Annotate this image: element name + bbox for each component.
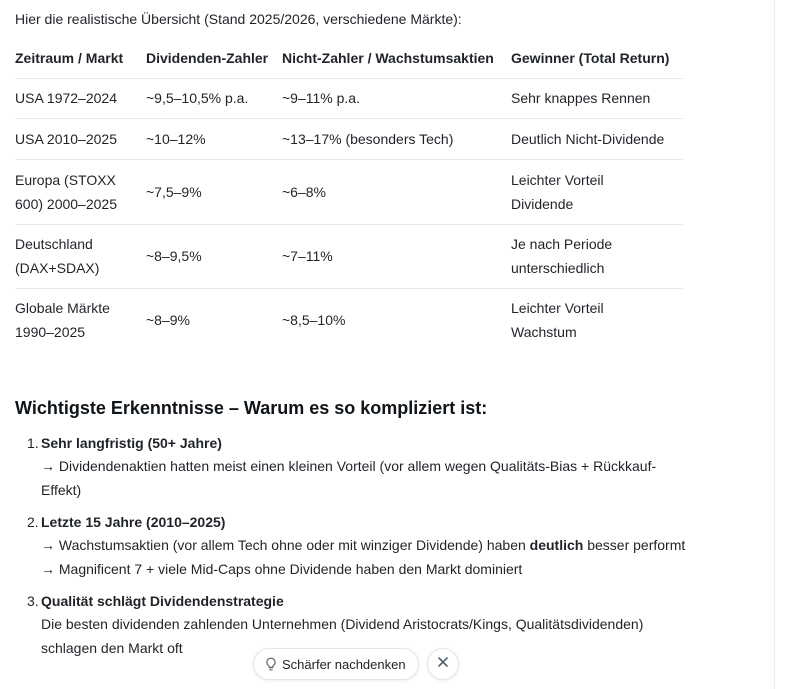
cell-growth: ~7–11% <box>282 224 511 288</box>
header-growth: Nicht-Zahler / Wachstumsaktien <box>282 38 511 78</box>
cell-market: Deutschland (DAX+SDAX) <box>15 224 146 288</box>
table-row <box>15 78 683 118</box>
cell-growth: ~13–17% (besonders Tech) <box>282 118 511 159</box>
close-icon <box>437 655 449 673</box>
cell-dividend: ~9,5–10,5% p.a. <box>146 78 282 118</box>
cell-winner: Leichter Vorteil Wachstum <box>511 300 604 341</box>
cell-dividend: ~10–12% <box>146 118 282 159</box>
think-harder-label: Schärfer nachdenken <box>282 656 406 672</box>
cell-market: Globale Märkte 1990–2025 <box>15 300 110 341</box>
cell-growth: ~9–11% p.a. <box>282 78 511 118</box>
panel-divider <box>774 0 775 689</box>
insights-list <box>27 432 687 669</box>
table-row <box>15 118 683 159</box>
cell-market: USA 1972–2024 <box>15 78 146 118</box>
list-item-title: Sehr langfristig (50+ Jahre) <box>41 435 222 451</box>
list-item-text <box>27 533 687 557</box>
text-segment: besser performt <box>583 537 686 553</box>
cell-winner: Sehr knappes Rennen <box>511 78 683 118</box>
cell-growth: ~8,5–10% <box>282 312 346 329</box>
cell-winner: Deutlich Nicht-Dividende <box>511 118 683 159</box>
header-market: Zeitraum / Markt <box>15 38 146 78</box>
table-row <box>15 288 683 352</box>
floating-actions <box>253 648 459 680</box>
table-row <box>15 224 683 288</box>
list-item-title: Qualität schlägt Dividendenstrategie <box>41 593 284 609</box>
table-row <box>15 159 683 224</box>
list-item-text: Die besten dividenden zahlenden Unternehmen (Dividend Aristocrats/Kings, Qualitätsdividenden) schlagen den Markt oft <box>41 616 644 656</box>
cell-market: USA 2010–2025 <box>15 118 146 159</box>
header-dividend: Dividenden-Zahler <box>146 38 282 78</box>
table-header-row <box>15 38 683 78</box>
intro-text: Hier die realistische Übersicht (Stand 2025/2026, verschiedene Märkte): <box>15 11 462 27</box>
cell-winner: Je nach Periode unterschiedlich <box>511 224 683 288</box>
think-harder-button[interactable] <box>253 648 419 680</box>
list-item <box>27 432 687 502</box>
list-number: 3. <box>27 593 39 609</box>
list-item <box>27 511 687 581</box>
close-button[interactable] <box>427 648 459 680</box>
section-heading: Wichtigste Erkenntnisse – Warum es so kompliziert ist: <box>15 398 488 418</box>
comparison-table <box>15 38 683 352</box>
header-winner: Gewinner (Total Return) <box>511 38 683 78</box>
list-number: 1. <box>27 435 39 451</box>
list-item-title: Letzte 15 Jahre (2010–2025) <box>41 514 226 530</box>
cell-dividend: ~8–9% <box>146 312 190 329</box>
list-item-text: → Magnificent 7 + viele Mid-Caps ohne Dividende haben den Markt dominiert <box>41 561 523 577</box>
text-segment: → Wachstumsaktien (vor allem Tech ohne oder mit winziger Dividende) haben <box>41 537 530 553</box>
cell-dividend: ~8–9,5% <box>146 224 282 288</box>
lightbulb-icon <box>264 657 278 671</box>
cell-winner: Leichter Vorteil Dividende <box>511 159 683 224</box>
cell-growth: ~6–8% <box>282 159 511 224</box>
list-item-text: → Dividendenaktien hatten meist einen kleinen Vorteil (vor allem wegen Qualitäts-Bias + Rückkauf-Effekt) <box>41 458 657 498</box>
emphasis-text: deutlich <box>529 537 584 553</box>
cell-dividend: ~7,5–9% <box>146 159 282 224</box>
cell-market: Europa (STOXX 600) 2000–2025 <box>15 159 146 224</box>
list-number: 2. <box>27 514 39 530</box>
